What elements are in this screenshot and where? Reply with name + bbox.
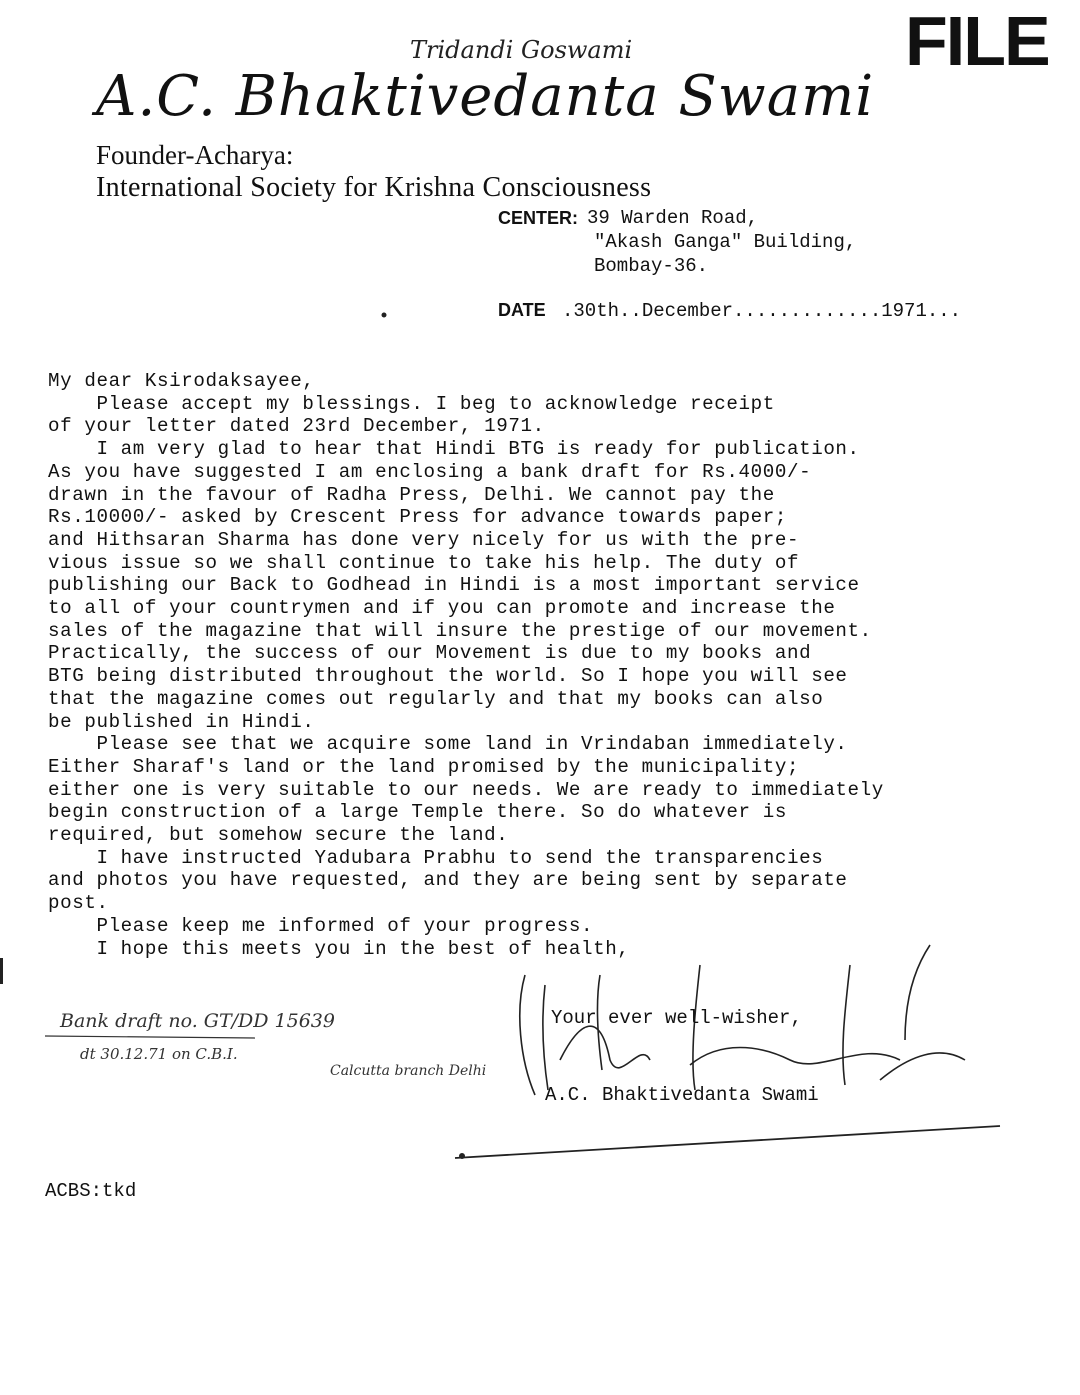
address-line: Bombay-36.	[594, 255, 709, 277]
body-line: either one is very suitable to our needs. We are ready to immediately	[48, 778, 884, 801]
body-line: sales of the magazine that will insure the prestige of our movement.	[48, 619, 872, 642]
body-line: I hope this meets you in the best of health,	[48, 937, 630, 960]
body-line: I am very glad to hear that Hindi BTG is ready for publication.	[48, 438, 860, 461]
society-name: International Society for Krishna Consciousness	[96, 172, 652, 203]
reference-initials: ACBS:tkd	[45, 1180, 137, 1202]
body-line: Either Sharaf's land or the land promised by the municipality;	[48, 755, 800, 778]
left-edge-mark	[0, 958, 3, 984]
body-line: Please accept my blessings. I beg to acknowledge receipt	[48, 392, 775, 415]
handwritten-underline	[45, 1036, 255, 1038]
body-line: to all of your countrymen and if you can promote and increase the	[48, 597, 836, 620]
body-line: that the magazine comes out regularly and that my books can also	[48, 687, 824, 710]
closing: Your ever well-wisher,	[551, 1007, 802, 1029]
body-line: vious issue so we shall continue to take his help. The duty of	[48, 551, 800, 574]
body-line: Please keep me informed of your progress.	[48, 914, 594, 937]
date-value: .30th..December.............1971...	[562, 300, 962, 322]
body-line: of your letter dated 23rd December, 1971.	[48, 415, 545, 438]
signature-name: A.C. Bhaktivedanta Swami	[545, 1084, 819, 1106]
body-line: BTG being distributed throughout the world. So I hope you will see	[48, 665, 848, 688]
handwritten-note-line: dt 30.12.71 on C.B.I.	[80, 1045, 238, 1063]
handwritten-note-line: Calcutta branch Delhi	[330, 1063, 487, 1079]
handwritten-note-line: Bank draft no. GT/DD 15639	[60, 1010, 335, 1032]
ink-dot	[459, 1153, 465, 1159]
signature-rule	[455, 1126, 1000, 1158]
letterhead-subtitle: Tridandi Goswami	[410, 36, 633, 64]
body-line: be published in Hindi.	[48, 710, 315, 733]
center-label: CENTER:	[498, 208, 578, 228]
body-line: drawn in the favour of Radha Press, Delhi. We cannot pay the	[48, 483, 775, 506]
body-line: required, but somehow secure the land.	[48, 824, 509, 847]
founder-line: Founder-Acharya:	[96, 140, 294, 170]
ink-dot	[382, 313, 387, 318]
body-line: I have instructed Yadubara Prabhu to send the transparencies	[48, 846, 824, 869]
body-line: Please see that we acquire some land in Vrindaban immediately.	[48, 733, 848, 756]
body-line: My dear Ksirodaksayee,	[48, 370, 315, 392]
body-line: As you have suggested I am enclosing a bank draft for Rs.4000/-	[48, 460, 812, 483]
body-line: Rs.10000/- asked by Crescent Press for advance towards paper;	[48, 506, 787, 529]
address-line: 39 Warden Road,	[587, 207, 759, 229]
body-line: begin construction of a large Temple there. So do whatever is	[48, 801, 787, 824]
body-line: publishing our Back to Godhead in Hindi is a most important service	[48, 574, 860, 597]
body-line: and photos you have requested, and they are being sent by separate	[48, 869, 848, 892]
address-line: "Akash Ganga" Building,	[594, 231, 857, 253]
body-line: post.	[48, 892, 109, 915]
file-stamp: FILE	[905, 2, 1049, 80]
body-line: Practically, the success of our Movement is due to my books and	[48, 642, 812, 665]
letterhead-title: A.C. Bhaktivedanta Swami	[96, 64, 875, 129]
body-line: and Hithsaran Sharma has done very nicely for us with the pre-	[48, 528, 800, 551]
date-label: DATE	[498, 300, 546, 320]
